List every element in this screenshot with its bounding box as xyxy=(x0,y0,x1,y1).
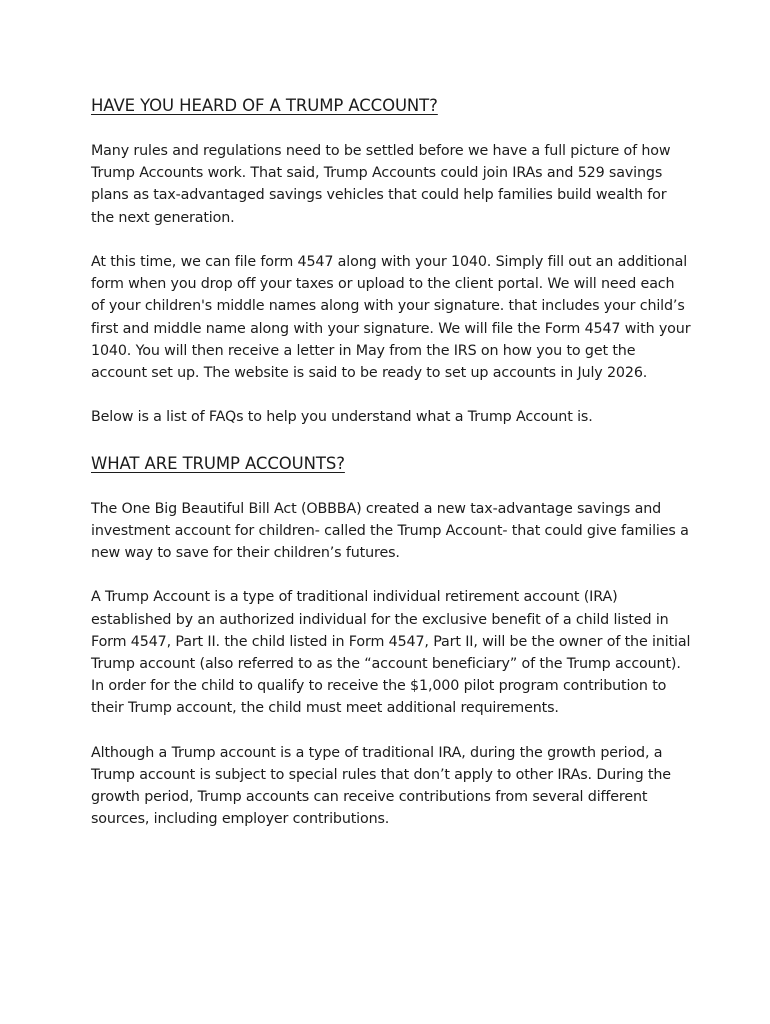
paragraph-intro: Many rules and regulations need to be settled before we have a full picture of how Trump Accounts work. That said, Trump Accounts could join IRAs and 529 savings plans as tax-advantaged savings vehicles that could help families build wealth for the next generation. xyxy=(91,143,671,226)
paragraph-ira-definition: A Trump Account is a type of traditional individual retirement account (IRA) established by an authorized individual for the exclusive benefit of a child listed in Form 4547, Part II. the child listed in Form 4547, Part II, will be the owner of the initial Trump account (also referred to as the “account beneficiary” of the Trump account). In order for the child to qualify to receive the $1,000 pilot program contribution to their Trump account, the child must meet additional requirements. xyxy=(91,589,691,717)
paragraph-form-4547: At this time, we can file form 4547 along with your 1040. Simply fill out an additional form when you drop off your taxes or upload to the client portal. We will need each of your children's middle names along with your signature. that includes your child’s first and middle name along with your signature. We will file the Form 4547 with your 1040. You will then receive a letter in May from the IRS on how you to get the account set up. The website is said to be ready to set up accounts in July 2026. xyxy=(91,254,691,382)
paragraph-faq-intro: Below is a list of FAQs to help you understand what a Trump Account is. xyxy=(91,409,593,426)
document-content xyxy=(91,94,691,831)
heading-have-you-heard: HAVE YOU HEARD OF A TRUMP ACCOUNT? xyxy=(91,96,438,115)
paragraph-growth-period: Although a Trump account is a type of traditional IRA, during the growth period, a Trump account is subject to special rules that don’t apply to other IRAs. During the growth period, Trump accounts can receive contributions from several different sources, including employer contributions. xyxy=(91,744,671,828)
paragraph-obbba: The One Big Beautiful Bill Act (OBBBA) created a new tax-advantage savings and investment account for children- called the Trump Account- that could give families a new way to save for their children’s futures. xyxy=(91,500,689,562)
heading-what-are-trump-accounts: WHAT ARE TRUMP ACCOUNTS? xyxy=(91,453,345,473)
